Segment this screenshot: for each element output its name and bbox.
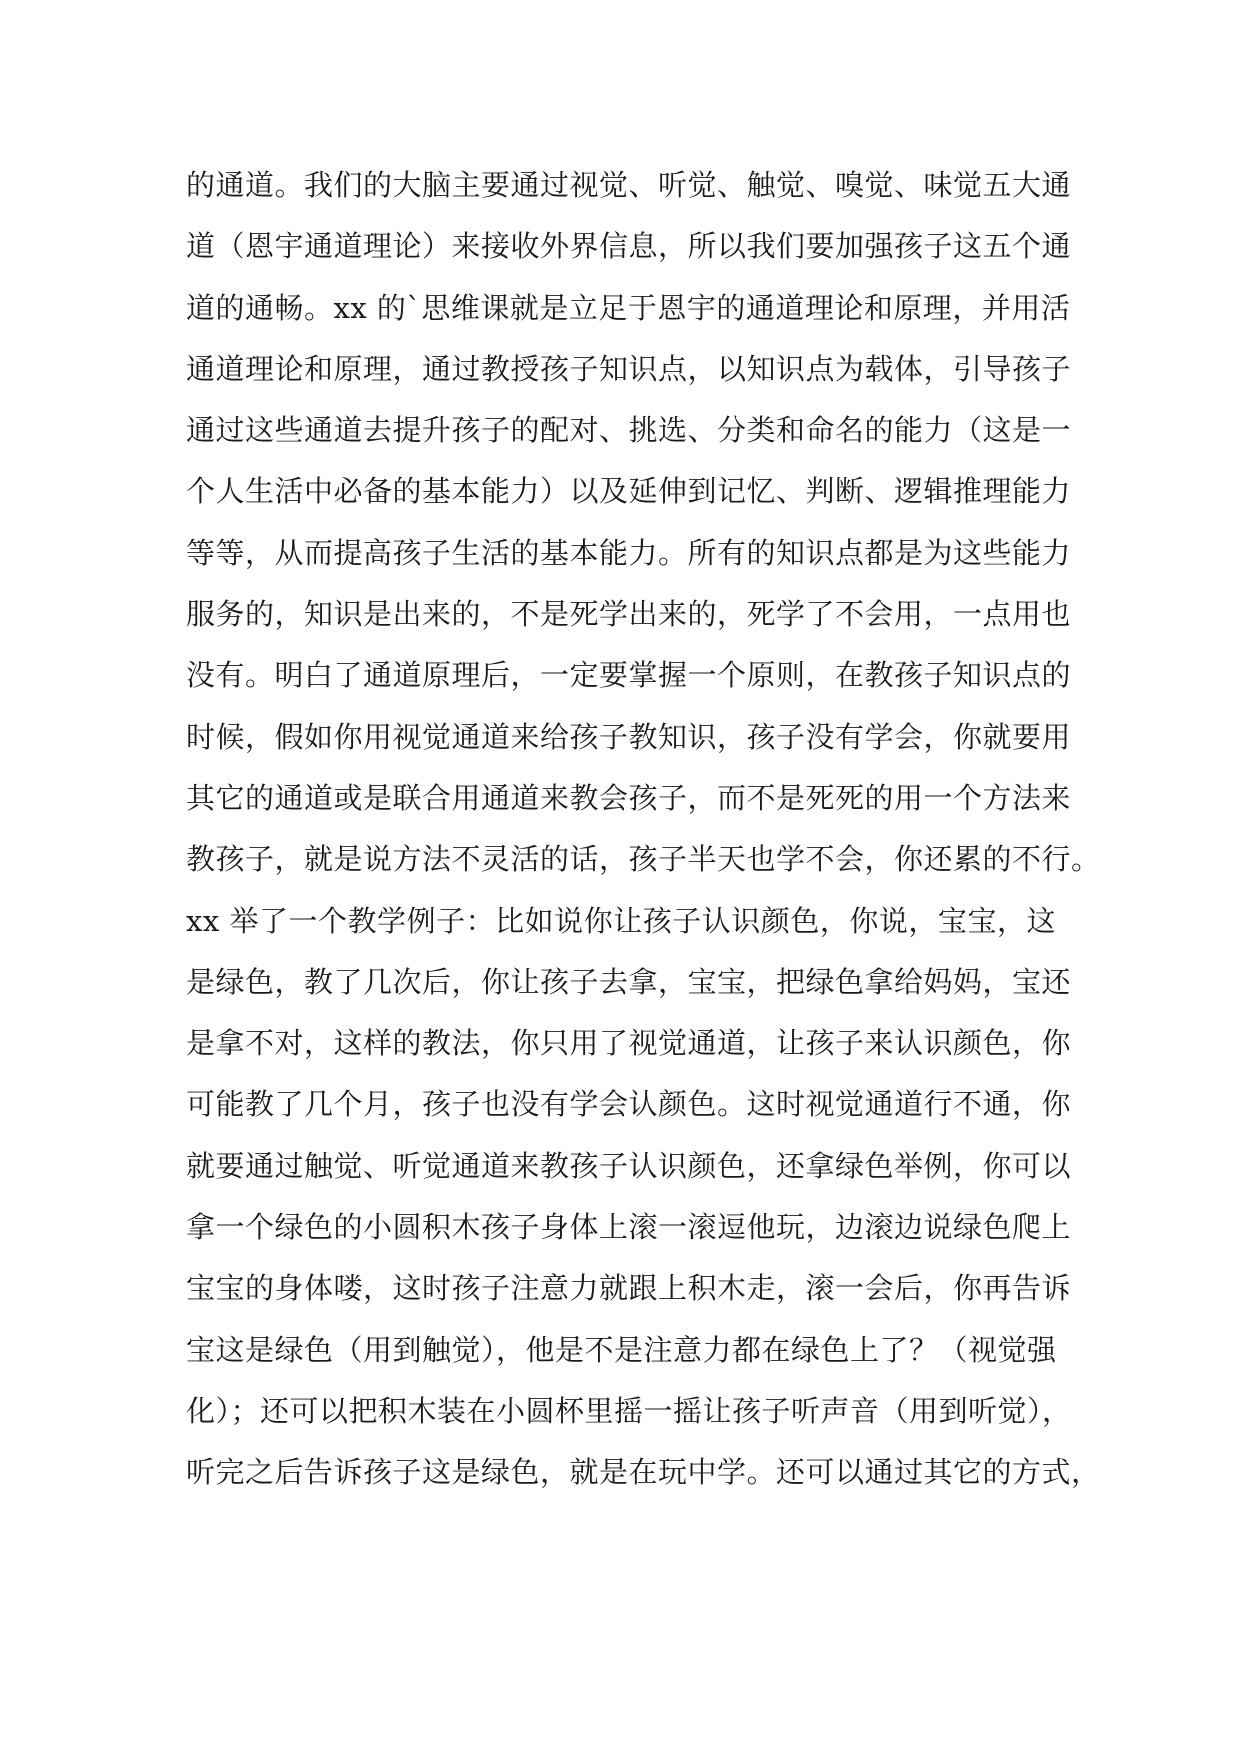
text-line: 拿一个绿色的小圆积木孩子身体上滚一滚逗他玩，边滚边说绿色爬上: [186, 1210, 1072, 1245]
text-line: 宝宝的身体喽，这时孩子注意力就跟上积木走，滚一会后，你再告诉: [186, 1271, 1072, 1306]
text-line: 通过这些通道去提升孩子的配对、挑选、分类和命名的能力（这是一: [186, 413, 1072, 448]
text-line: 等等，从而提高孩子生活的基本能力。所有的知识点都是为这些能力: [186, 535, 1072, 570]
text-line: 道的通畅。xx 的`思维课就是立足于恩宇的通道理论和原理，并用活: [186, 290, 1071, 325]
text-line: 个人生活中必备的基本能力）以及延伸到记忆、判断、逻辑推理能力: [186, 474, 1072, 509]
text-line: 可能教了几个月，孩子也没有学会认颜色。这时视觉通道行不通，你: [186, 1087, 1072, 1122]
text-line: 听完之后告诉孩子这是绿色，就是在玩中学。还可以通过其它的方式，: [186, 1455, 1101, 1490]
text-line: 通道理论和原理，通过教授孩子知识点，以知识点为载体，引导孩子: [186, 351, 1072, 386]
text-line: 服务的，知识是出来的，不是死学出来的，死学了不会用，一点用也: [186, 597, 1072, 632]
body-text: [186, 155, 1101, 1504]
text-line: 是绿色，教了几次后，你让孩子去拿，宝宝，把绿色拿给妈妈，宝还: [186, 964, 1072, 999]
text-line: 就要通过触觉、听觉通道来教孩子认识颜色，还拿绿色举例，你可以: [186, 1148, 1072, 1183]
text-line: xx 举了一个教学例子：比如说你让孩子认识颜色，你说，宝宝，这: [186, 903, 1056, 938]
text-line: 其它的通道或是联合用通道来教会孩子，而不是死死的用一个方法来: [186, 780, 1072, 815]
text-line: 是拿不对，这样的教法，你只用了视觉通道，让孩子来认识颜色，你: [186, 1026, 1072, 1061]
text-line: 宝这是绿色（用到触觉），他是不是注意力都在绿色上了？（视觉强: [186, 1332, 1057, 1367]
text-line: 教孩子，就是说方法不灵活的话，孩子半天也学不会，你还累的不行。: [186, 842, 1101, 877]
text-line: 时候，假如你用视觉通道来给孩子教知识，孩子没有学会，你就要用: [186, 719, 1072, 754]
text-line: 没有。明白了通道原理后，一定要掌握一个原则，在教孩子知识点的: [186, 658, 1072, 693]
text-line: 的通道。我们的大脑主要通过视觉、听觉、触觉、嗅觉、味觉五大通: [186, 168, 1072, 202]
text-line: 道（恩宇通道理论）来接收外界信息，所以我们要加强孩子这五个通: [186, 229, 1072, 264]
text-line: 化）；还可以把积木装在小圆杯里摇一摇让孩子听声音（用到听觉），: [186, 1393, 1072, 1428]
